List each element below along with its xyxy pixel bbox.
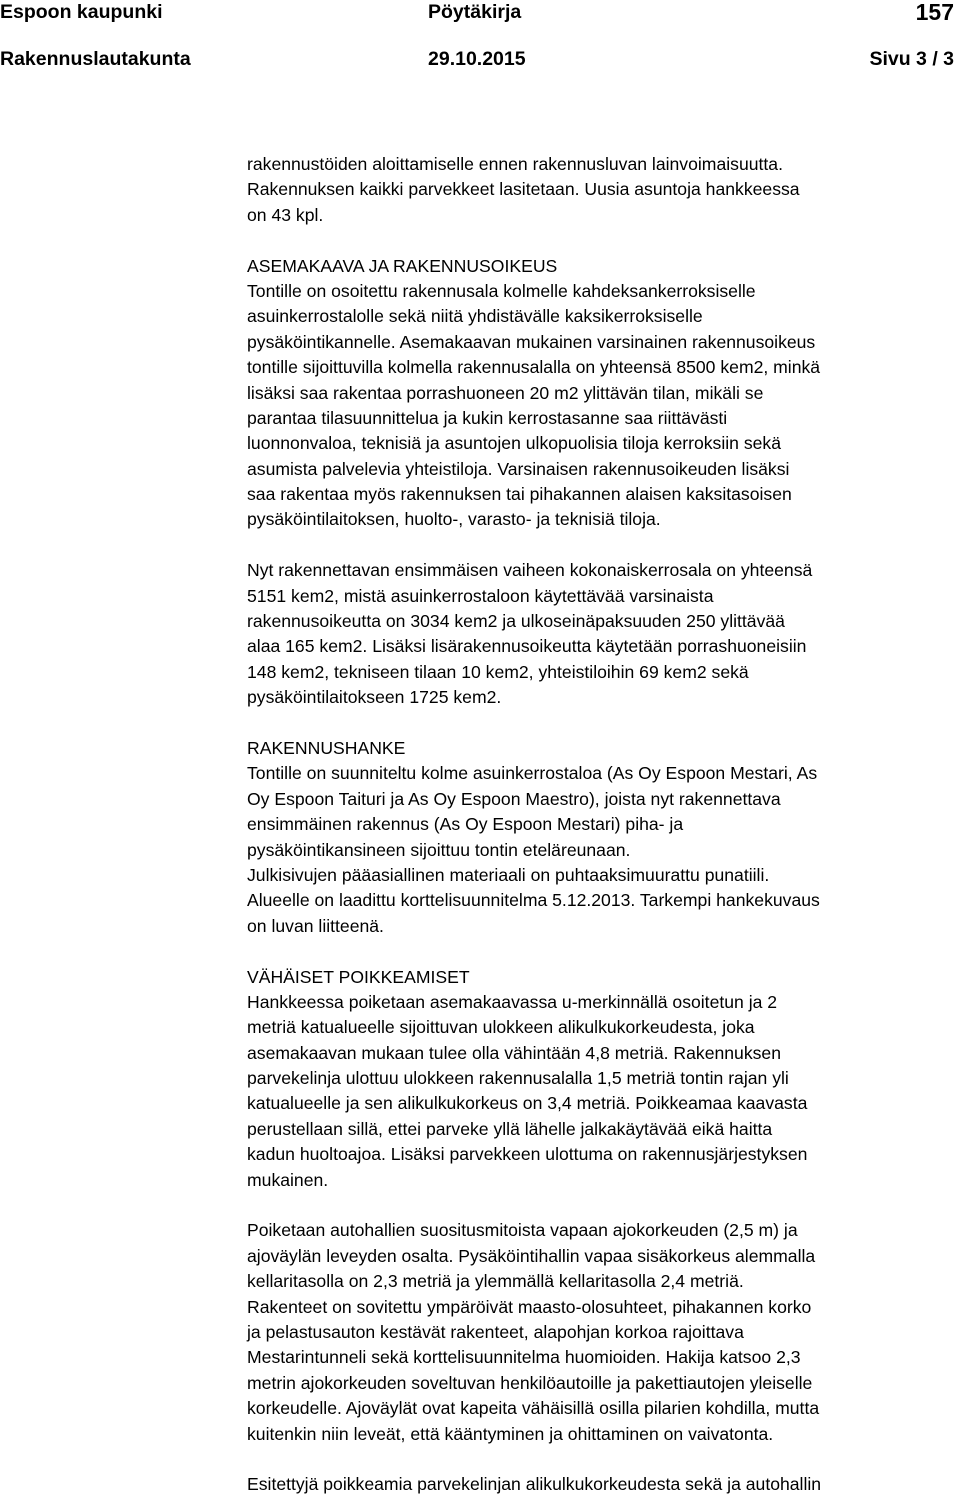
text-line: asemakaavan mukaan tulee olla vähintään 4,8 metriä. Rakennuksen [247, 1042, 782, 1063]
text-line: Julkisivujen pääasiallinen materiaali on puhtaaksimuurattu punatiili. [247, 864, 770, 885]
text-line: korkeudelle. Ajoväylät ovat kapeita vähäisillä osilla pilarien kohdilla, mutta [247, 1398, 820, 1419]
text-line: RAKENNUSHANKE [247, 737, 406, 758]
text-line: rakennustöiden aloittamiselle ennen rakennusluvan lainvoimaisuutta. [247, 154, 783, 174]
text-line: Nyt rakennettavan ensimmäisen vaiheen kokonaiskerrosala on yhteensä [247, 560, 813, 581]
paragraph [247, 1218, 960, 1447]
text-line: lisäksi saa rakentaa porrashuoneen 20 m2 ylittävän tilan, mikäli se [247, 382, 764, 403]
text-line: saa rakentaa myös rakennuksen tai pihakannen alaisen kaksitasoisen [247, 484, 792, 505]
text-line: tontille sijoittuvilla kolmella rakennusalalla on yhteensä 8500 kem2, minkä [247, 357, 821, 378]
text-line: rakennusoikeutta on 3034 kem2 ja ulkoseinäpaksuuden 250 ylittävää [247, 611, 785, 632]
text-line: kuitenkin niin leveät, että kääntyminen ja ohittaminen on vaivatonta. [247, 1423, 774, 1444]
text-line: Esitettyjä poikkeamia parvekelinjan alikulkukorkeudesta sekä ja autohallin [247, 1474, 822, 1495]
text-line: pysäköintikansineen sijoittuu tontin eteläreunaan. [247, 839, 631, 860]
text-line: metriä katualueelle sijoittuvan ulokkeen alikulkukorkeudesta, joka [247, 1017, 755, 1038]
text-line: Hankkeessa poiketaan asemakaavassa u-merkinnällä osoitetun ja 2 [247, 991, 778, 1012]
page-indicator: Sivu 3 / 3 [869, 48, 954, 70]
text-line: ensimmäinen rakennus (As Oy Espoon Mestari) piha- ja [247, 814, 684, 835]
board-name: Rakennuslautakunta [0, 48, 191, 70]
meeting-date: 29.10.2015 [428, 48, 526, 70]
text-line: perustellaan sillä, ettei parveke yllä lähelle jalkakäytävää eikä haitta [247, 1118, 773, 1139]
text-line: 148 kem2, tekniseen tilaan 10 kem2, yhteistiloihin 69 kem2 sekä [247, 661, 749, 682]
paragraph-gap [247, 939, 960, 964]
text-line: mukainen. [247, 1169, 329, 1190]
page-header [0, 0, 960, 70]
text-line: asuinkerrostalolle sekä niitä yhdistävälle kaksikerroksiselle [247, 306, 703, 327]
text-line: Poiketaan autohallien suositusmitoista vapaan ajokorkeuden (2,5 m) ja [247, 1220, 798, 1241]
header-row-bottom [0, 33, 960, 70]
paragraph [247, 558, 960, 710]
text-line: alaa 165 kem2. Lisäksi lisärakennusoikeutta käytetään porrashuoneisiin [247, 636, 807, 657]
document-body [247, 152, 960, 1498]
text-line: 5151 kem2, mistä asuinkerrostaloon käytettävää varsinaista [247, 585, 714, 606]
paragraph-gap [247, 533, 960, 558]
text-line: ajoväylän leveyden osalta. Pysäköintihallin vapaa sisäkorkeus alemmalla [247, 1245, 816, 1266]
text-line: Mestarintunneli sekä korttelisuunnitelma huomioiden. Hakija katsoo 2,3 [247, 1347, 801, 1368]
text-line: parantaa tilasuunnittelua ja kukin kerrostasanne saa riittävästi [247, 407, 728, 428]
text-line: pysäköintikannelle. Asemakaavan mukainen varsinainen rakennusoikeus [247, 331, 816, 352]
text-line: pysäköintilaitokseen 1725 kem2. [247, 687, 502, 708]
paragraph-gap [247, 1193, 960, 1218]
section-number: 157 [915, 0, 954, 25]
text-line: Rakennuksen kaikki parvekkeet lasitetaan. Uusia asuntoja hankkeessa [247, 179, 800, 200]
text-line: katualueelle ja sen alikulkukorkeus on 3,4 metriä. Poikkeamaa kaavasta [247, 1093, 808, 1114]
paragraph [247, 1472, 960, 1497]
header-row-top [0, 0, 960, 33]
text-line: Tontille on suunniteltu kolme asuinkerrostaloa (As Oy Espoon Mestari, As [247, 763, 818, 784]
text-line: parvekelinja ulottuu ulokkeen rakennusalalla 1,5 metriä tontin rajan yli [247, 1068, 789, 1089]
text-line: ja pelastusauton kestävät rakenteet, alapohjan korkoa rajoittava [247, 1321, 744, 1342]
paragraph [247, 736, 960, 939]
paragraph-gap [247, 711, 960, 736]
text-line: Oy Espoon Taituri ja As Oy Espoon Maestro), joista nyt rakennettava [247, 788, 781, 809]
text-line: Alueelle on laadittu korttelisuunnitelma 5.12.2013. Tarkempi hankekuvaus [247, 890, 820, 911]
text-line: kadun huoltoajoa. Lisäksi parvekkeen ulottuma on rakennusjärjestyksen [247, 1144, 808, 1165]
document-type: Pöytäkirja [428, 1, 522, 23]
paragraph-gap [247, 228, 960, 253]
text-line: luonnonvaloa, teknisiä ja asuntojen ulkopuolisia tiloja kerroksiin sekä [247, 433, 781, 454]
text-line: on 43 kpl. [247, 204, 324, 225]
paragraph [247, 254, 960, 533]
paragraph [247, 152, 960, 228]
paragraph [247, 965, 960, 1194]
text-line: asumista palvelevia yhteistiloja. Varsinaisen rakennusoikeuden lisäksi [247, 458, 790, 479]
organization-name: Espoon kaupunki [0, 1, 163, 23]
text-line: on luvan liitteenä. [247, 915, 384, 936]
text-line: kellaritasolla on 2,3 metriä ja ylemmällä kellaritasolla 2,4 metriä. [247, 1271, 744, 1292]
text-line: Rakenteet on sovitettu ympäröivät maasto-olosuhteet, pihakannen korko [247, 1296, 812, 1317]
text-line: VÄHÄISET POIKKEAMISET [247, 966, 470, 987]
text-line: metrin ajokorkeuden soveltuvan henkilöautoille ja pakettiautojen yleiselle [247, 1372, 813, 1393]
text-line: pysäköintilaitoksen, huolto-, varasto- ja teknisiä tiloja. [247, 509, 661, 530]
paragraph-gap [247, 1447, 960, 1472]
text-line: Tontille on osoitettu rakennusala kolmelle kahdeksankerroksiselle [247, 280, 756, 301]
text-line: ASEMAKAAVA JA RAKENNUSOIKEUS [247, 255, 558, 276]
